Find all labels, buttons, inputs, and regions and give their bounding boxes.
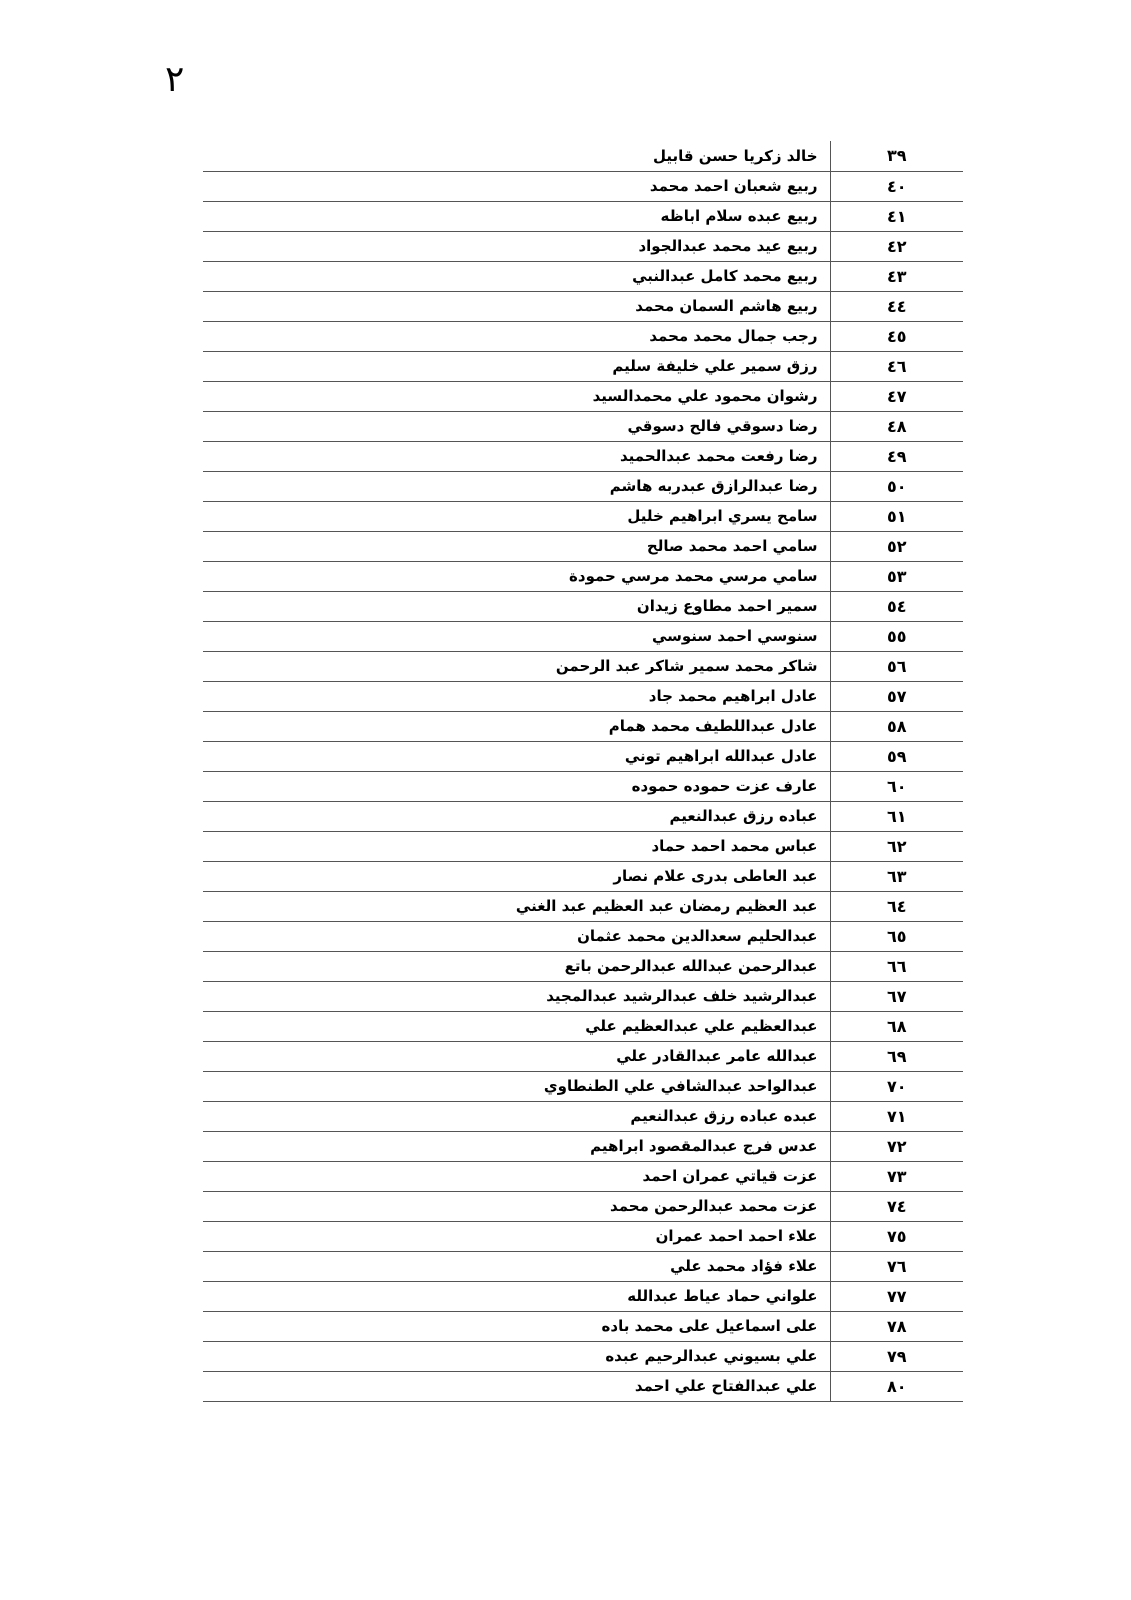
table-row bbox=[203, 471, 963, 501]
row-name: على اسماعيل على محمد باده bbox=[203, 1311, 830, 1341]
row-name: عادل عبداللطيف محمد همام bbox=[203, 711, 830, 741]
table-row bbox=[203, 291, 963, 321]
row-number: ٥٨ bbox=[830, 711, 963, 741]
table-row bbox=[203, 1281, 963, 1311]
row-number: ٤٥ bbox=[830, 321, 963, 351]
table-body bbox=[203, 141, 963, 1401]
row-name: عزت قياتي عمران احمد bbox=[203, 1161, 830, 1191]
row-name: عارف عزت حموده حموده bbox=[203, 771, 830, 801]
row-name: عبدالعظيم علي عبدالعظيم علي bbox=[203, 1011, 830, 1041]
row-number: ٦٥ bbox=[830, 921, 963, 951]
row-number: ٦٣ bbox=[830, 861, 963, 891]
row-number: ٦٧ bbox=[830, 981, 963, 1011]
row-number: ٤١ bbox=[830, 201, 963, 231]
row-number: ٥٦ bbox=[830, 651, 963, 681]
row-name: علاء احمد احمد عمران bbox=[203, 1221, 830, 1251]
row-name: عزت محمد عبدالرحمن محمد bbox=[203, 1191, 830, 1221]
row-name: عبدالحليم سعدالدين محمد عثمان bbox=[203, 921, 830, 951]
table-row bbox=[203, 381, 963, 411]
row-name: عدس فرج عبدالمقصود ابراهيم bbox=[203, 1131, 830, 1161]
row-name: رجب جمال محمد محمد bbox=[203, 321, 830, 351]
row-name: عبدالرحمن عبدالله عبدالرحمن باتع bbox=[203, 951, 830, 981]
row-name: سنوسي احمد سنوسي bbox=[203, 621, 830, 651]
row-name: علواني حماد عياط عبدالله bbox=[203, 1281, 830, 1311]
row-number: ٧٣ bbox=[830, 1161, 963, 1191]
table-row bbox=[203, 651, 963, 681]
table-row bbox=[203, 1251, 963, 1281]
table-row bbox=[203, 1131, 963, 1161]
row-number: ٦١ bbox=[830, 801, 963, 831]
table-row bbox=[203, 411, 963, 441]
row-number: ٧٨ bbox=[830, 1311, 963, 1341]
row-number: ٦٦ bbox=[830, 951, 963, 981]
row-number: ٥٥ bbox=[830, 621, 963, 651]
row-name: عادل عبدالله ابراهيم توني bbox=[203, 741, 830, 771]
table-row bbox=[203, 561, 963, 591]
table-row bbox=[203, 1011, 963, 1041]
row-name: رضا رفعت محمد عبدالحميد bbox=[203, 441, 830, 471]
table-row bbox=[203, 531, 963, 561]
row-number: ٦٨ bbox=[830, 1011, 963, 1041]
row-number: ٧٢ bbox=[830, 1131, 963, 1161]
table-row bbox=[203, 711, 963, 741]
row-number: ٧٦ bbox=[830, 1251, 963, 1281]
row-number: ٣٩ bbox=[830, 141, 963, 171]
row-number: ٥٣ bbox=[830, 561, 963, 591]
table-row bbox=[203, 231, 963, 261]
row-name: علي بسيوني عبدالرحيم عبده bbox=[203, 1341, 830, 1371]
row-name: رزق سمير علي خليفة سليم bbox=[203, 351, 830, 381]
row-name: عبدالواحد عبدالشافي علي الطنطاوي bbox=[203, 1071, 830, 1101]
row-number: ٥٧ bbox=[830, 681, 963, 711]
row-name: ربيع محمد كامل عبدالنبي bbox=[203, 261, 830, 291]
row-name: عبدالله عامر عبدالقادر علي bbox=[203, 1041, 830, 1071]
row-name: عبد العاطى بدرى علام نصار bbox=[203, 861, 830, 891]
row-number: ٧٩ bbox=[830, 1341, 963, 1371]
row-number: ٤٣ bbox=[830, 261, 963, 291]
row-number: ٦٤ bbox=[830, 891, 963, 921]
table-row bbox=[203, 1191, 963, 1221]
row-number: ٧٧ bbox=[830, 1281, 963, 1311]
table-row bbox=[203, 1161, 963, 1191]
table-row bbox=[203, 861, 963, 891]
table-row bbox=[203, 921, 963, 951]
row-number: ٥١ bbox=[830, 501, 963, 531]
row-number: ٧٤ bbox=[830, 1191, 963, 1221]
row-number: ٥٤ bbox=[830, 591, 963, 621]
table-row bbox=[203, 1371, 963, 1401]
table-row bbox=[203, 891, 963, 921]
row-number: ٥٢ bbox=[830, 531, 963, 561]
table-row bbox=[203, 801, 963, 831]
row-name: عبده عباده رزق عبدالنعيم bbox=[203, 1101, 830, 1131]
row-number: ٧١ bbox=[830, 1101, 963, 1131]
row-number: ٧٠ bbox=[830, 1071, 963, 1101]
table-row bbox=[203, 1071, 963, 1101]
row-name: خالد زكريا حسن قابيل bbox=[203, 141, 830, 171]
row-number: ٦٠ bbox=[830, 771, 963, 801]
table-row bbox=[203, 171, 963, 201]
table-row bbox=[203, 951, 963, 981]
row-number: ٤٨ bbox=[830, 411, 963, 441]
table-row bbox=[203, 201, 963, 231]
row-name: علاء فؤاد محمد علي bbox=[203, 1251, 830, 1281]
row-name: رضا عبدالرازق عبدربه هاشم bbox=[203, 471, 830, 501]
row-name: عباده رزق عبدالنعيم bbox=[203, 801, 830, 831]
row-name: سامح يسري ابراهيم خليل bbox=[203, 501, 830, 531]
table-row bbox=[203, 981, 963, 1011]
row-number: ٦٩ bbox=[830, 1041, 963, 1071]
table-row bbox=[203, 1041, 963, 1071]
row-number: ٤٦ bbox=[830, 351, 963, 381]
row-name: ربيع شعبان احمد محمد bbox=[203, 171, 830, 201]
table-row bbox=[203, 741, 963, 771]
row-number: ٤٠ bbox=[830, 171, 963, 201]
row-number: ٧٥ bbox=[830, 1221, 963, 1251]
row-name: عادل ابراهيم محمد جاد bbox=[203, 681, 830, 711]
row-number: ٥٠ bbox=[830, 471, 963, 501]
row-name: عبد العظيم رمضان عبد العظيم عبد الغني bbox=[203, 891, 830, 921]
row-name: عباس محمد احمد حماد bbox=[203, 831, 830, 861]
row-number: ٨٠ bbox=[830, 1371, 963, 1401]
table-row bbox=[203, 681, 963, 711]
row-name: ربيع هاشم السمان محمد bbox=[203, 291, 830, 321]
table-row bbox=[203, 1311, 963, 1341]
row-name: سمير احمد مطاوع زيدان bbox=[203, 591, 830, 621]
row-name: شاكر محمد سمير شاكر عبد الرحمن bbox=[203, 651, 830, 681]
table-row bbox=[203, 261, 963, 291]
row-number: ٦٢ bbox=[830, 831, 963, 861]
page-number: ٢ bbox=[165, 59, 185, 100]
names-table bbox=[203, 141, 963, 1402]
row-name: رضا دسوقي فالح دسوقي bbox=[203, 411, 830, 441]
table-row bbox=[203, 1221, 963, 1251]
row-number: ٤٢ bbox=[830, 231, 963, 261]
table-row bbox=[203, 321, 963, 351]
table-row bbox=[203, 441, 963, 471]
row-number: ٤٧ bbox=[830, 381, 963, 411]
row-number: ٤٤ bbox=[830, 291, 963, 321]
table-row bbox=[203, 771, 963, 801]
table-row bbox=[203, 831, 963, 861]
row-name: سامي احمد محمد صالح bbox=[203, 531, 830, 561]
table-row bbox=[203, 141, 963, 171]
row-name: ربيع عيد محمد عبدالجواد bbox=[203, 231, 830, 261]
table-row bbox=[203, 621, 963, 651]
row-number: ٥٩ bbox=[830, 741, 963, 771]
table-row bbox=[203, 501, 963, 531]
table-row bbox=[203, 1101, 963, 1131]
row-name: علي عبدالفتاح علي احمد bbox=[203, 1371, 830, 1401]
row-name: عبدالرشيد خلف عبدالرشيد عبدالمجيد bbox=[203, 981, 830, 1011]
table-row bbox=[203, 351, 963, 381]
table-row bbox=[203, 1341, 963, 1371]
row-name: سامي مرسي محمد مرسي حمودة bbox=[203, 561, 830, 591]
row-name: ربيع عبده سلام اباظه bbox=[203, 201, 830, 231]
row-number: ٤٩ bbox=[830, 441, 963, 471]
table-row bbox=[203, 591, 963, 621]
row-name: رشوان محمود علي محمدالسيد bbox=[203, 381, 830, 411]
